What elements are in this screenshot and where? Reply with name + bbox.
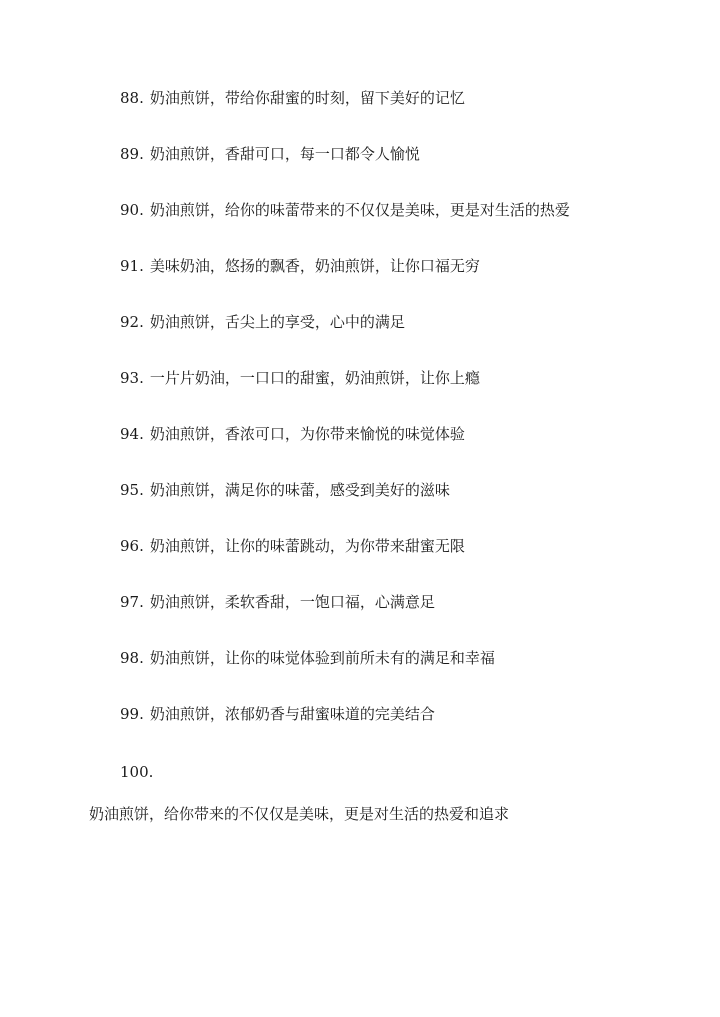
item-number: 92. xyxy=(120,313,144,331)
list-item xyxy=(120,200,570,220)
item-number: 88. xyxy=(120,89,144,107)
item-text: 奶油煎饼，让你的味蕾跳动，为你带来甜蜜无限 xyxy=(149,537,465,555)
list-item xyxy=(120,424,465,444)
item-number: 99. xyxy=(120,705,144,723)
item-number: 95. xyxy=(120,481,144,499)
list-item xyxy=(120,704,435,724)
item-text: 奶油煎饼，满足你的味蕾，感受到美好的滋味 xyxy=(149,481,450,499)
list-item xyxy=(120,536,465,556)
item-number: 98. xyxy=(120,649,144,667)
item-text: 奶油煎饼，让你的味觉体验到前所未有的满足和幸福 xyxy=(149,649,495,667)
item-number: 90. xyxy=(120,201,144,219)
list-item xyxy=(120,592,435,612)
item-text: 奶油煎饼，浓郁奶香与甜蜜味道的完美结合 xyxy=(149,705,435,723)
item-text: 奶油煎饼，带给你甜蜜的时刻，留下美好的记忆 xyxy=(149,89,465,107)
list-item xyxy=(120,480,450,500)
item-text: 奶油煎饼，柔软香甜，一饱口福，心满意足 xyxy=(149,593,435,611)
list-item xyxy=(120,256,480,276)
item-text: 奶油煎饼，香甜可口，每一口都令人愉悦 xyxy=(149,145,420,163)
item-number: 93. xyxy=(120,369,144,387)
item-text: 美味奶油，悠扬的飘香，奶油煎饼，让你口福无穷 xyxy=(149,257,480,275)
last-item-text: 奶油煎饼，给你带来的不仅仅是美味，更是对生活的热爱和追求 xyxy=(89,805,510,823)
list-item xyxy=(120,144,420,164)
item-text: 奶油煎饼，舌尖上的享受，心中的满足 xyxy=(149,313,405,331)
item-text: 奶油煎饼，香浓可口，为你带来愉悦的味觉体验 xyxy=(149,425,465,443)
item-number: 89. xyxy=(120,145,144,163)
list-item xyxy=(120,88,465,108)
list-item xyxy=(120,648,495,668)
item-number: 97. xyxy=(120,593,144,611)
list-item xyxy=(120,368,480,388)
item-text: 一片片奶油，一口口的甜蜜，奶油煎饼，让你上瘾 xyxy=(149,369,480,387)
item-number: 96. xyxy=(120,537,144,555)
item-number: 94. xyxy=(120,425,144,443)
item-number: 91. xyxy=(120,257,144,275)
item-text: 奶油煎饼，给你的味蕾带来的不仅仅是美味，更是对生活的热爱 xyxy=(149,201,570,219)
last-item-number: 100. xyxy=(120,763,154,781)
list-item xyxy=(120,312,405,332)
